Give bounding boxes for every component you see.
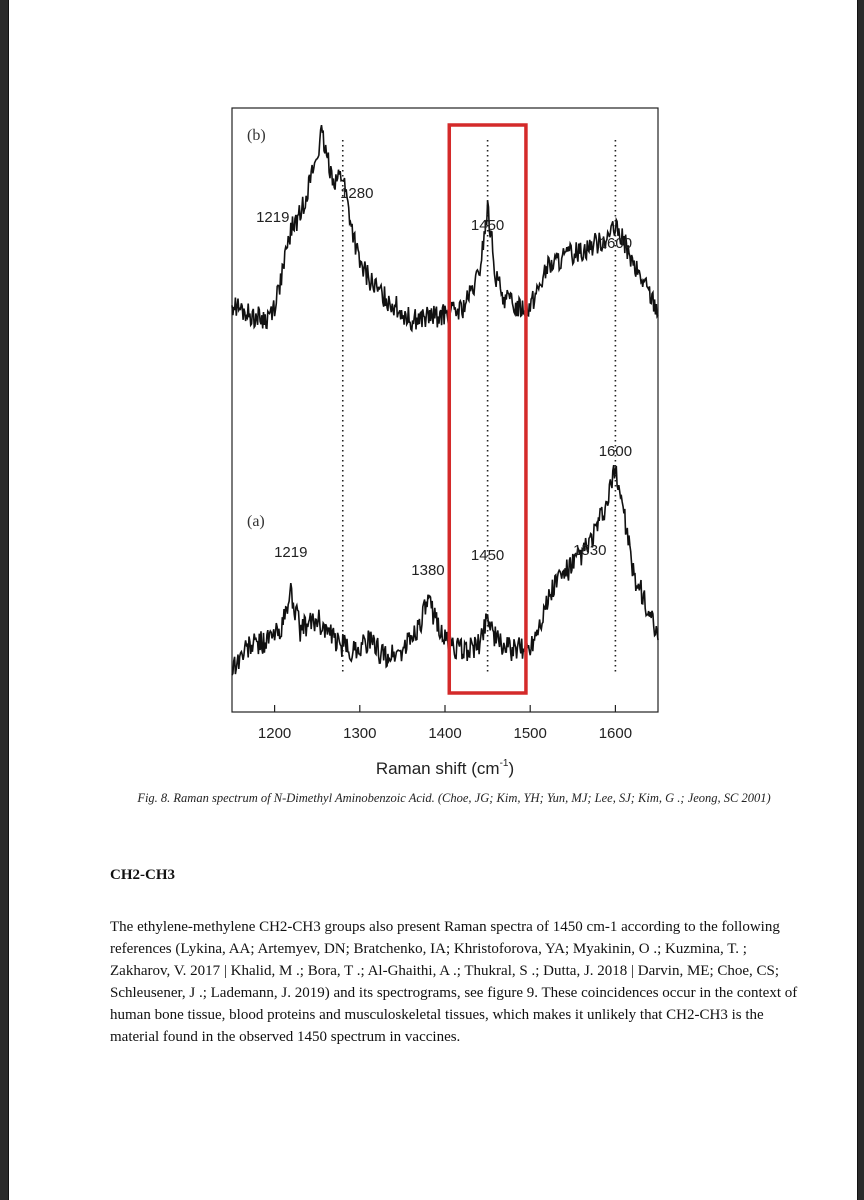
- raman-spectrum-figure: [9, 0, 857, 790]
- peak-label-0-1600: 1600: [598, 235, 633, 252]
- peak-label-1-1219: 1219: [274, 544, 308, 561]
- plot-frame: [232, 108, 658, 712]
- peak-label-0-1280: 1280: [340, 185, 374, 202]
- section-paragraph: The ethylene-methylene CH2-CH3 groups also present Raman spectra of 1450 cm-1 according to the following references (Lykina, AA; Artemyev, DN; Bratchenko, IA; Khristoforova, YA; Myakinin, O .; Kuzmina, T. ; Zakharov, V. 2017 | Khalid, M .; Bora, T .; Al-Ghaithi, A .; Thukral, S .; Dutta, J. 2018 | Darvin, ME; Choe, CS; Schleusener, J .; Lademann, J. 2019) and its spectrograms, see figure 9. These coincidences occur in the context of human bone tissue, blood proteins and musculoskeletal tissues, which makes it unlikely that CH2-CH3 is the material found in the observed 1450 spectrum in vaccines.: [110, 919, 798, 1045]
- x-tick-label-1600: 1600: [598, 725, 633, 742]
- x-tick-label-1500: 1500: [513, 725, 547, 742]
- peak-label-0-1450: 1450: [470, 217, 505, 234]
- peak-label-1-1600: 1600: [598, 443, 633, 460]
- spectrum-line-0: [232, 125, 658, 330]
- x-tick-label-1200: 1200: [257, 725, 292, 742]
- x-axis-ticks: [258, 705, 632, 742]
- peak-label-1-1450: 1450: [470, 547, 505, 564]
- section-heading: CH2-CH3: [110, 867, 175, 883]
- panel-label-0: (b): [247, 127, 266, 144]
- panel-labels: [247, 127, 266, 530]
- figure-caption: Fig. 8. Raman spectrum of N-Dimethyl Aminobenzoic Acid. (Choe, JG; Kim, YH; Yun, MJ; Lee, SJ; Kim, G .; Jeong, SC 2001): [137, 791, 771, 805]
- peak-label-1-1530: 1530: [573, 542, 607, 559]
- panel-label-1: (a): [247, 513, 265, 530]
- peak-label-0-1219: 1219: [256, 209, 290, 226]
- spectrum-traces: [232, 125, 658, 675]
- peak-label-1-1380: 1380: [411, 562, 445, 579]
- x-tick-label-1400: 1400: [428, 725, 462, 742]
- spectrum-line-1: [232, 465, 658, 675]
- x-axis-label: Raman shift $(cm^{-1})$: [375, 758, 515, 778]
- document-page: [8, 0, 858, 1200]
- x-tick-label-1300: 1300: [343, 725, 377, 742]
